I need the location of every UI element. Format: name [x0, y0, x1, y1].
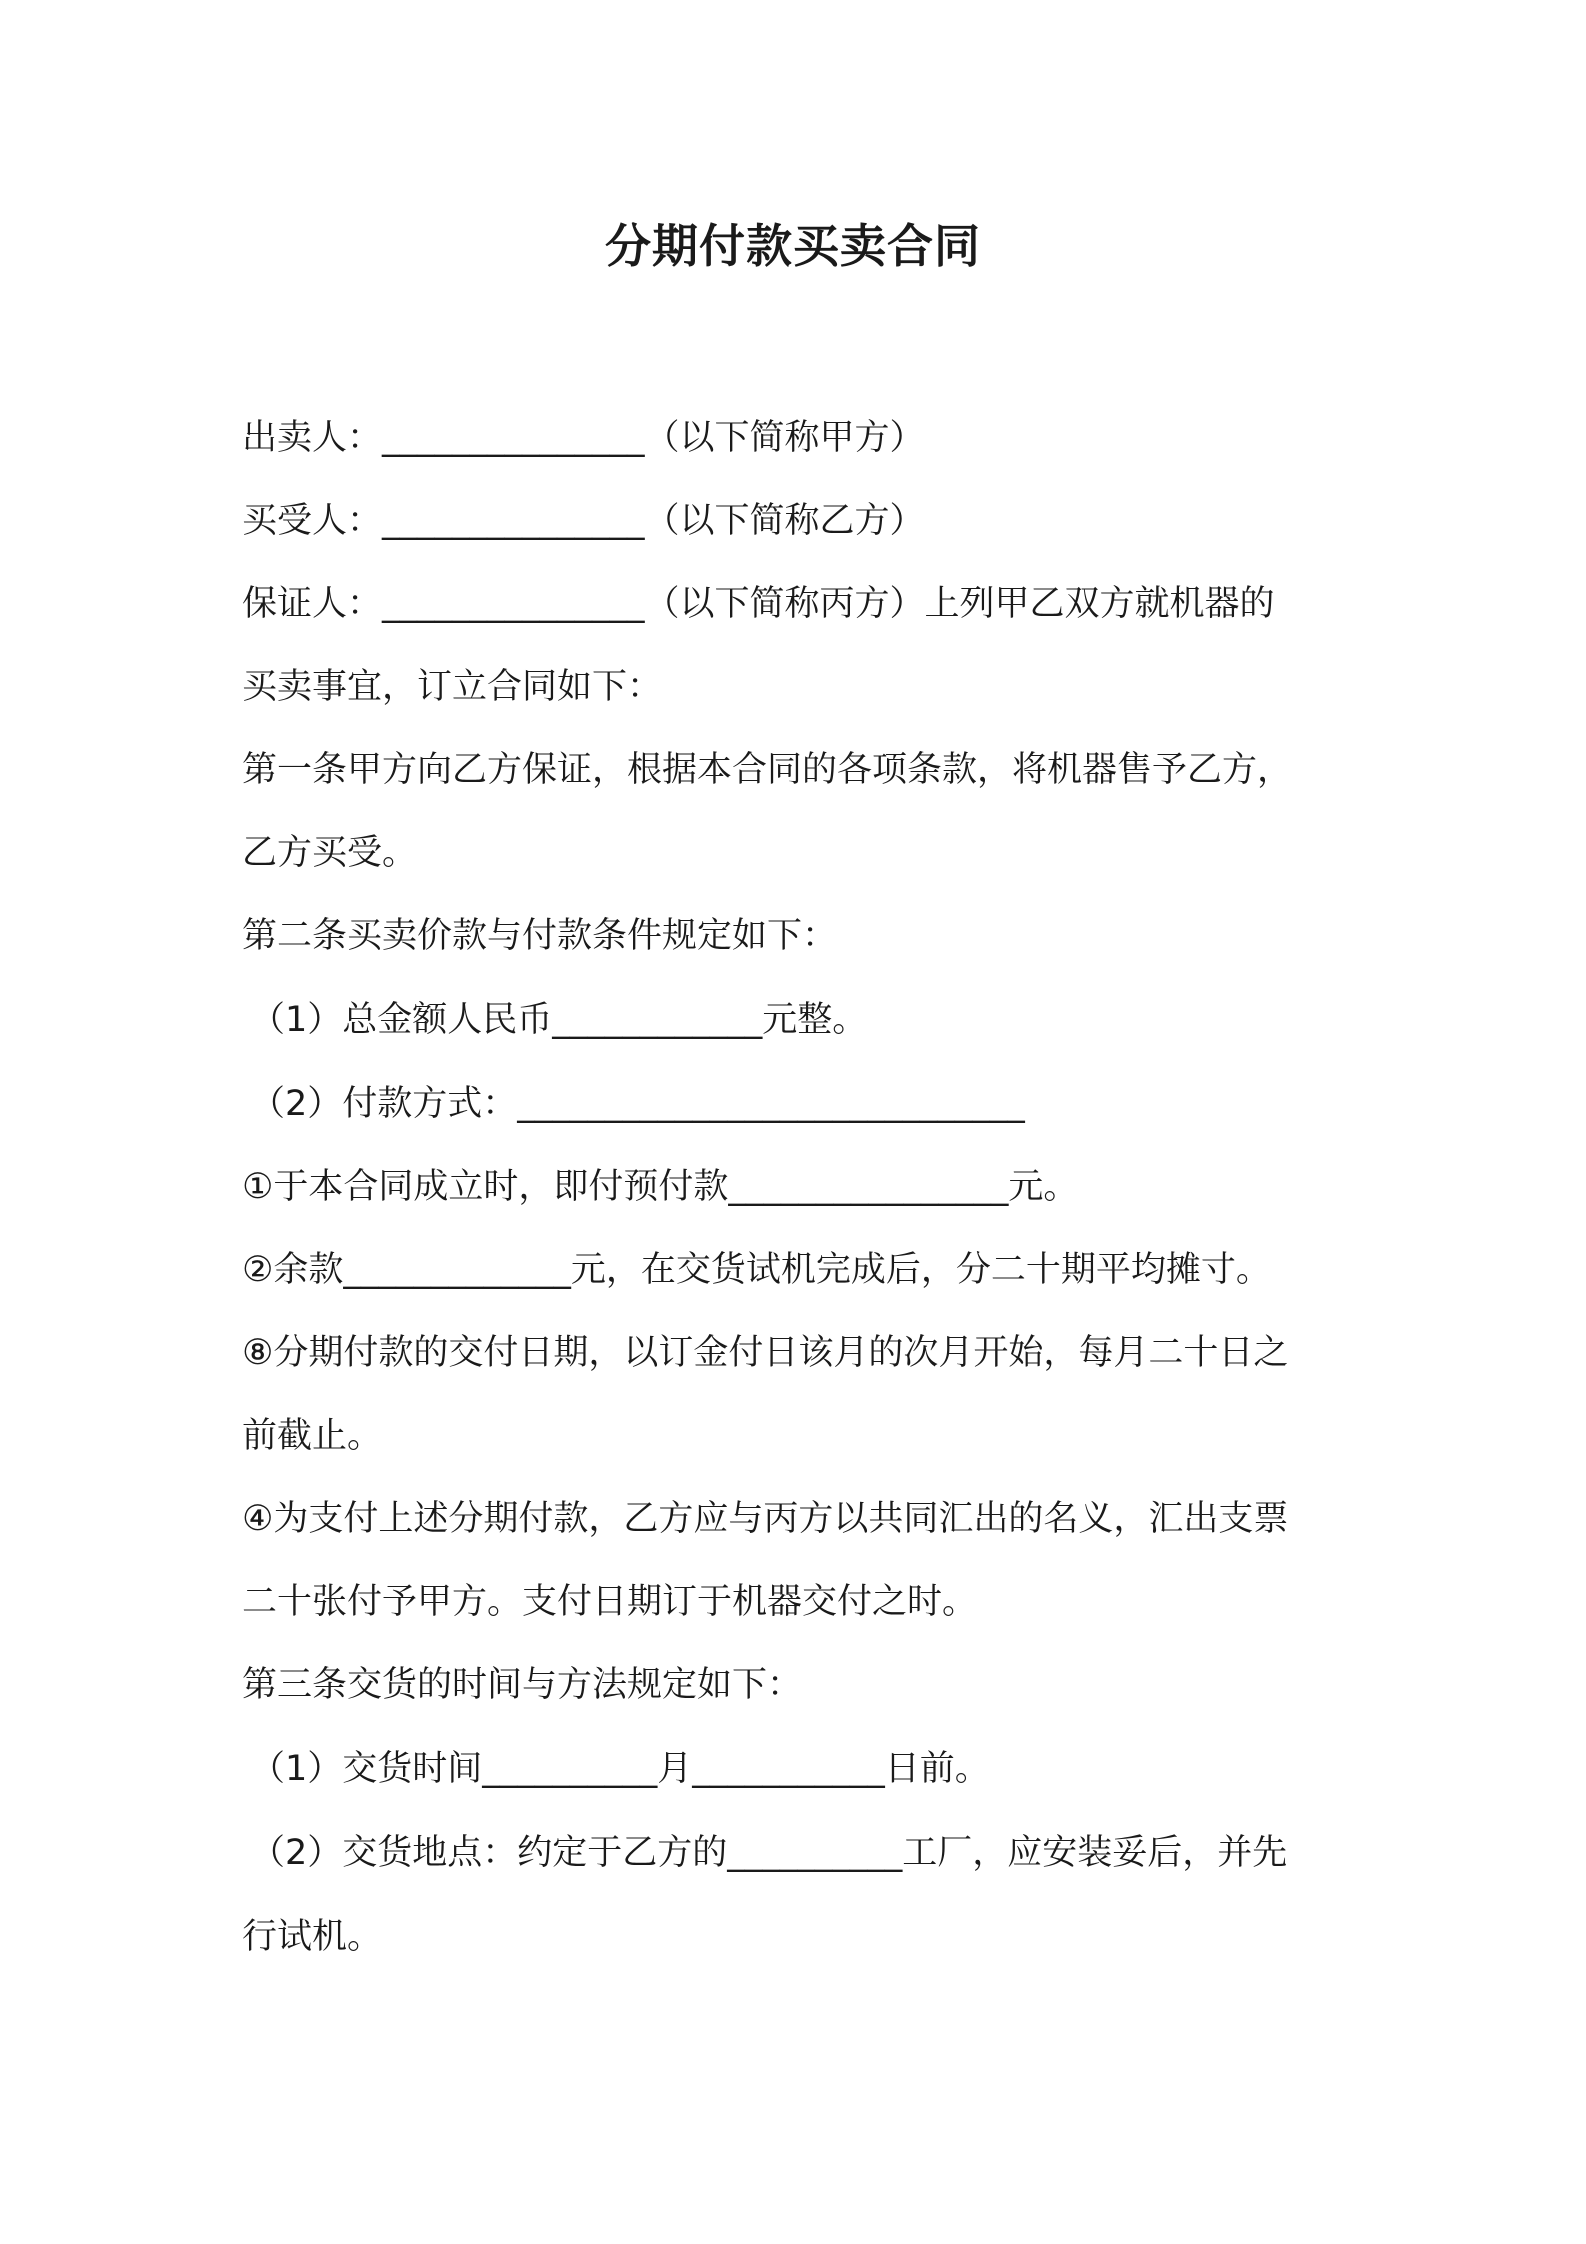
guarantor-line: 保证人：_______________（以下简称丙方）上列甲乙双方就机器的 [242, 584, 1275, 624]
clause-delivery-place: （2）交货地点：约定于乙方的__________工厂，应安装妥后，并先 [250, 1833, 1288, 1873]
clause-payment-method: （2）付款方式：_____________________________ [250, 1084, 1025, 1124]
paragraph-line: 二十张付予甲方。支付日期订于机器交付之时。 [242, 1582, 978, 1622]
paragraph-line: 买卖事宜，订立合同如下： [242, 667, 663, 707]
clause-item-2: ②余款_____________元，在交货试机完成后，分二十期平均摊寸。 [242, 1250, 1271, 1290]
article-one-line: 第一条甲方向乙方保证，根据本合同的各项条款，将机器售予乙方， [242, 750, 1293, 790]
clause-item-3: ⑧分期付款的交付日期，以订金付日该月的次月开始，每月二十日之 [242, 1333, 1289, 1373]
article-three-heading: 第三条交货的时间与方法规定如下： [242, 1665, 803, 1705]
clause-total-amount: （1）总金额人民币____________元整。 [250, 1000, 868, 1040]
clause-delivery-time: （1）交货时间__________月___________日前。 [250, 1749, 990, 1789]
paragraph-line: 乙方买受。 [242, 833, 418, 873]
paragraph-line: 前截止。 [242, 1416, 383, 1456]
clause-item-1: ①于本合同成立时，即付预付款________________元。 [242, 1167, 1079, 1207]
buyer-line: 买受人：_______________（以下简称乙方） [242, 501, 925, 541]
document-title: 分期付款买卖合同 [605, 219, 981, 273]
paragraph-line: 行试机。 [242, 1917, 383, 1957]
seller-line: 出卖人：_______________（以下简称甲方） [242, 418, 925, 458]
clause-item-4: ④为支付上述分期付款，乙方应与丙方以共同汇出的名义，汇出支票 [242, 1499, 1289, 1539]
article-two-heading: 第二条买卖价款与付款条件规定如下： [242, 916, 838, 956]
